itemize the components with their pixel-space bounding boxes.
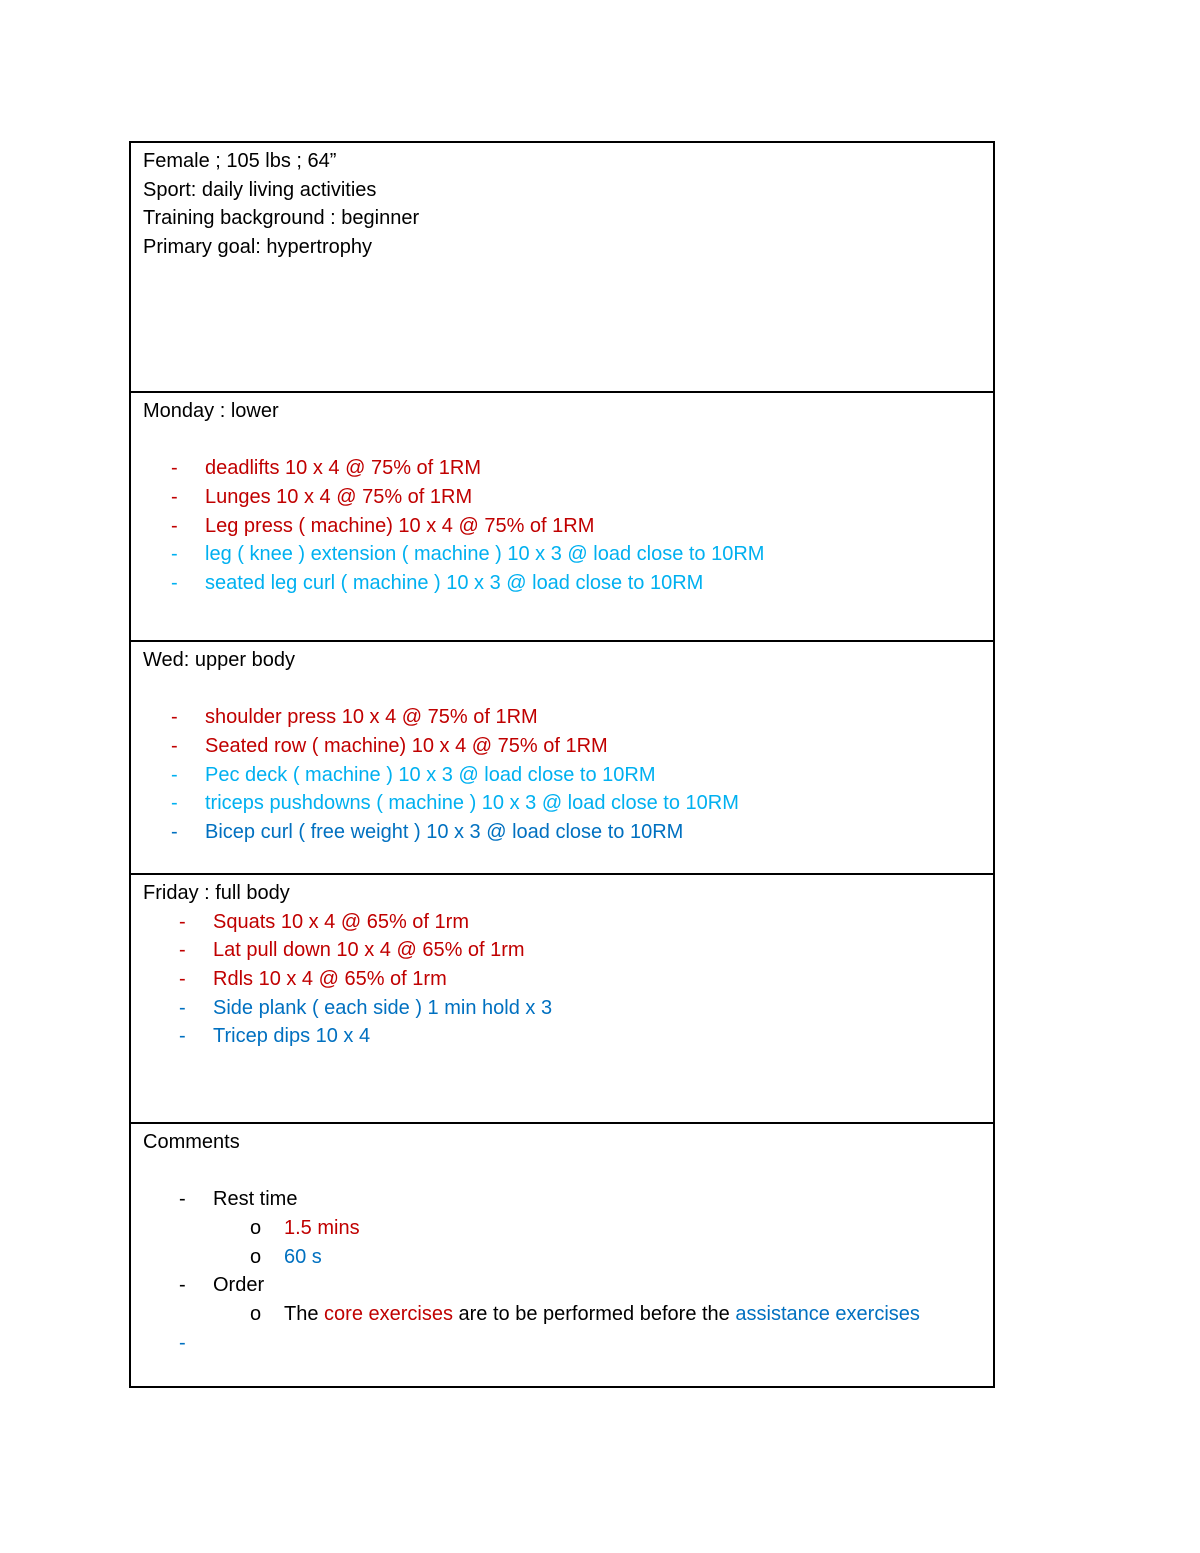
list-item: [143, 965, 993, 994]
bullet-dash: -: [171, 821, 178, 844]
comments-heading: Comments: [143, 1131, 240, 1153]
order-text-part: are to be performed before the: [452, 1303, 736, 1326]
bullet-dash: -: [171, 457, 178, 480]
bullet-dash: -: [179, 1025, 186, 1048]
exercise-text: leg ( knee ) extension ( machine ) 10 x 3 @ load close to 10RM: [205, 543, 765, 566]
list-item: [143, 569, 993, 598]
exercise-text: Lat pull down 10 x 4 @ 65% of 1rm: [213, 939, 525, 962]
wednesday-cell: [131, 642, 993, 875]
list-item: [143, 1214, 993, 1243]
bullet-dash: -: [171, 735, 178, 758]
order-assistance-text: assistance exercises: [735, 1303, 920, 1326]
exercise-text: shoulder press 10 x 4 @ 75% of 1RM: [205, 706, 538, 729]
list-item: [143, 818, 993, 847]
sub-bullet-circle: o: [250, 1245, 262, 1268]
wednesday-heading: Wed: upper body: [143, 649, 295, 671]
list-item: [143, 454, 993, 483]
friday-heading: Friday : full body: [143, 882, 290, 904]
monday-heading: Monday : lower: [143, 400, 279, 422]
list-item: [143, 994, 993, 1023]
list-item: [143, 1243, 993, 1272]
monday-cell: [131, 393, 993, 642]
list-item: [143, 1271, 993, 1300]
exercise-text: deadlifts 10 x 4 @ 75% of 1RM: [205, 457, 481, 480]
rest-core-value: 1.5 mins: [284, 1217, 360, 1240]
list-item: [143, 1185, 993, 1214]
exercise-text: Squats 10 x 4 @ 65% of 1rm: [213, 910, 469, 933]
exercise-text: Tricep dips 10 x 4: [213, 1025, 371, 1048]
bullet-dash: -: [179, 1331, 186, 1354]
profile-stats: Female ; 105 lbs ; 64”: [143, 150, 337, 172]
list-item: [143, 512, 993, 541]
bullet-dash: -: [171, 706, 178, 729]
list-item: [143, 1329, 993, 1358]
bullet-dash: -: [179, 996, 186, 1019]
bullet-dash: -: [179, 1188, 186, 1211]
comments-cell: [131, 1124, 993, 1386]
sub-bullet-circle: o: [250, 1303, 262, 1326]
exercise-text: Pec deck ( machine ) 10 x 3 @ load close to 10RM: [205, 763, 656, 786]
bullet-dash: -: [179, 910, 186, 933]
exercise-text: Rdls 10 x 4 @ 65% of 1rm: [213, 968, 447, 991]
profile-training-background: Training background : beginner: [143, 207, 420, 230]
bullet-dash: -: [171, 486, 178, 509]
exercise-text: seated leg curl ( machine ) 10 x 3 @ load close to 10RM: [205, 572, 704, 595]
list-item: [143, 761, 993, 790]
bullet-dash: -: [179, 968, 186, 991]
exercise-text: Leg press ( machine) 10 x 4 @ 75% of 1RM: [205, 514, 595, 537]
sub-bullet-circle: o: [250, 1217, 262, 1240]
list-item: [143, 1022, 993, 1051]
bullet-dash: -: [171, 572, 178, 595]
order-core-text: core exercises: [324, 1303, 453, 1326]
list-item: [143, 483, 993, 512]
list-item: [143, 540, 993, 569]
friday-exercise-list: [143, 908, 993, 1051]
rest-assistance-value: 60 s: [284, 1245, 322, 1268]
exercise-text: Side plank ( each side ) 1 min hold x 3: [213, 996, 553, 1019]
profile-sport: Sport: daily living activities: [143, 178, 377, 201]
bullet-dash: -: [171, 792, 178, 815]
order-label: Order: [213, 1274, 265, 1297]
monday-exercise-list: [143, 454, 993, 597]
list-item: [143, 908, 993, 937]
profile-primary-goal: Primary goal: hypertrophy: [143, 236, 372, 259]
exercise-text: Lunges 10 x 4 @ 75% of 1RM: [205, 486, 473, 509]
friday-cell: [131, 875, 993, 1124]
list-item: [143, 936, 993, 965]
wednesday-exercise-list: [143, 703, 993, 846]
profile-cell: [131, 143, 993, 393]
exercise-text: Seated row ( machine) 10 x 4 @ 75% of 1RM: [205, 735, 608, 758]
list-item: [143, 789, 993, 818]
rest-time-label: Rest time: [213, 1188, 298, 1211]
list-item: [143, 703, 993, 732]
exercise-text: triceps pushdowns ( machine ) 10 x 3 @ load close to 10RM: [205, 792, 739, 815]
bullet-dash: -: [171, 763, 178, 786]
workout-plan-table: [129, 141, 995, 1388]
bullet-dash: -: [179, 939, 186, 962]
list-item: [143, 1300, 993, 1329]
bullet-dash: -: [179, 1274, 186, 1297]
bullet-dash: -: [171, 543, 178, 566]
exercise-text: Bicep curl ( free weight ) 10 x 3 @ load close to 10RM: [205, 821, 684, 844]
list-item: [143, 732, 993, 761]
bullet-dash: -: [171, 514, 178, 537]
comments-list: [143, 1185, 993, 1357]
order-text-part: The: [284, 1303, 325, 1326]
